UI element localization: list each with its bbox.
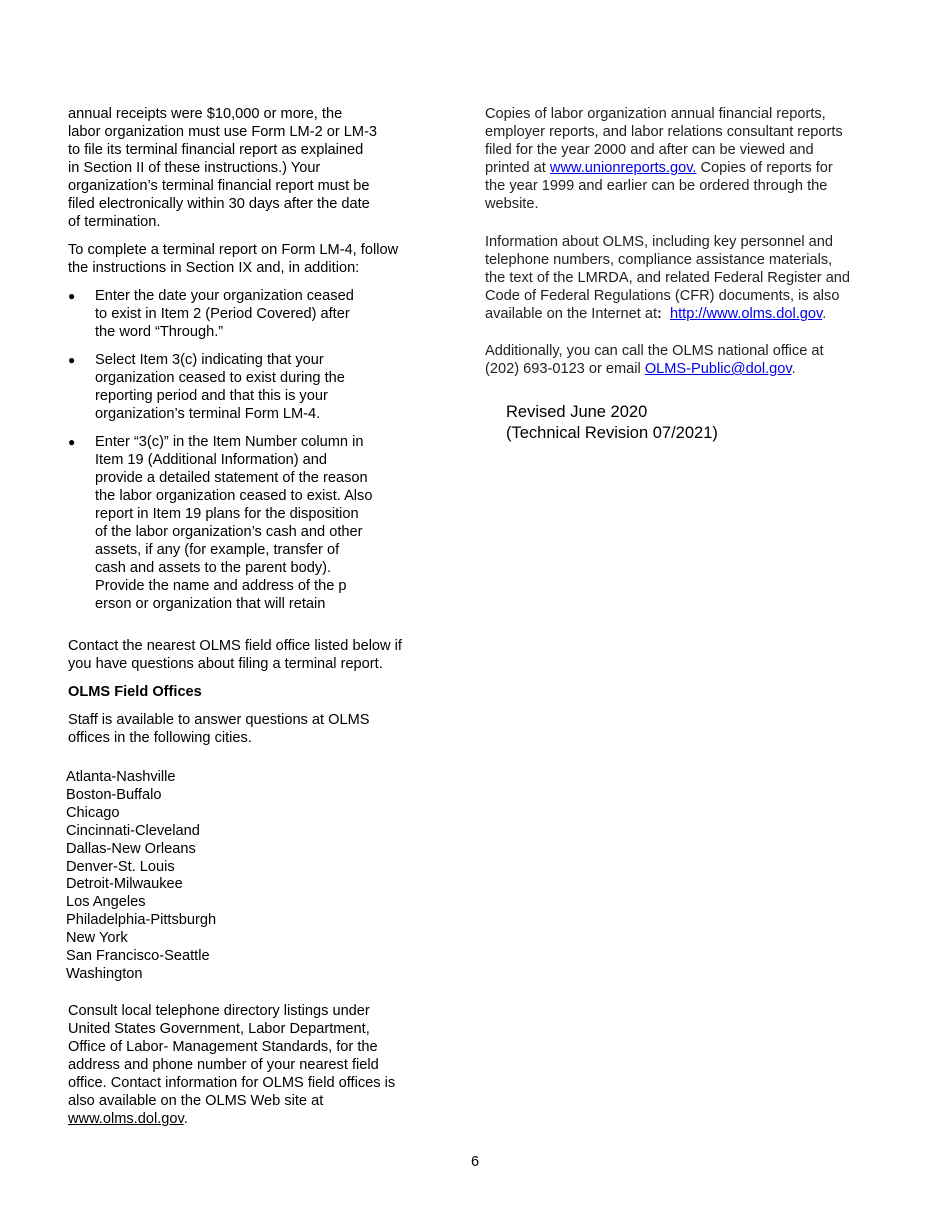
list-item: Washington [66,965,143,982]
list-item: ● Select Item 3(c) indicating that your organization ceased to exist during the reporting period and that this is your organization’s terminal Form LM-4. [68,352,345,422]
staff-paragraph: Staff is available to answer questions at OLMS offices in the following cities. [68,712,370,746]
right-column [485,105,885,378]
list-item: Dallas-New Orleans [66,840,196,857]
info-paragraph: Information about OLMS, including key personnel and telephone numbers, compliance assistance materials, the text of the LMRDA, and related Federal Register and Code of Federal Regulations (CFR) documents, is also available on the Internet at: http://www.olms.dol.gov. [485,234,851,322]
complete-instructions-paragraph: To complete a terminal report on Form LM-4, follow the instructions in Section IX and, in addition: [68,242,399,276]
list-item: Denver-St. Louis [66,858,175,875]
bullet-icon: ● [68,289,76,303]
consult-paragraph: Consult local telephone directory listings under United States Government, Labor Department, Office of Labor- Management Standards, for the address and phone number of your nearest field office. Contact information for OLMS field offices is also available on the OLMS Web site at www.olms.dol.gov. [68,1003,396,1127]
list-item: ● Enter “3(c)” in the Item Number column in Item 19 (Additional Information) and provide a detailed statement of the reason the labor organization ceased to exist. Also report in Item 19 plans for the disposition of the labor organization’s cash and other assets, if any (for example, transfer of cash and assets to the parent body). Provide the name and address of the p erson or organization that will retain [68,434,373,612]
olms-internet-link[interactable]: http://www.olms.dol.gov [670,306,823,322]
olms-email-link[interactable]: OLMS-Public@dol.gov [644,361,792,377]
contact-paragraph: Contact the nearest OLMS field office listed below if you have questions about filing a terminal report. [68,638,402,672]
list-item: Cincinnati-Cleveland [66,822,200,839]
unionreports-link[interactable]: www.unionreports.gov. [549,160,697,176]
list-item: New York [66,930,128,947]
bullet-icon: ● [68,353,76,367]
page-number: 6 [470,1154,480,1170]
list-item: ● Enter the date your organization ceased to exist in Item 2 (Period Covered) after the word “Through.” [68,288,354,340]
list-item: Detroit-Milwaukee [66,876,183,893]
list-item: Philadelphia-Pittsburgh [66,912,217,929]
terminal-report-steps [68,287,438,613]
technical-revision: (Technical Revision 07/2021) [506,424,718,442]
left-column [68,105,438,747]
list-item: Boston-Buffalo [66,786,162,803]
olms-website-link[interactable]: www.olms.dol.gov [68,1111,184,1127]
copies-paragraph: Copies of labor organization annual financial reports, employer reports, and labor relations consultant reports filed for the year 2000 and after can be viewed and printed at www.unionreports.gov. Copies of reports for the year 1999 and earlier can be ordered through the website. [485,106,843,212]
field-offices-heading: OLMS Field Offices [68,684,202,700]
bullet-icon: ● [68,435,76,449]
list-item: Atlanta-Nashville [66,769,176,785]
list-item: San Francisco-Seattle [66,948,210,965]
list-item: Chicago [66,804,120,821]
intro-paragraph: annual receipts were $10,000 or more, the labor organization must use Form LM-2 or LM-3 to file its terminal financial report as explained in Section II of these instructions.) Your organization’s terminal financial report must be filed electronically within 30 days after the date of termination. [68,106,378,230]
additional-paragraph: Additionally, you can call the OLMS national office at (202) 693-0123 or email OLMS-Public@dol.gov. [485,343,824,377]
revision-date: Revised June 2020 [506,403,648,421]
revision-note [506,402,718,444]
field-office-cities [66,769,216,984]
list-item: Los Angeles [66,894,146,911]
